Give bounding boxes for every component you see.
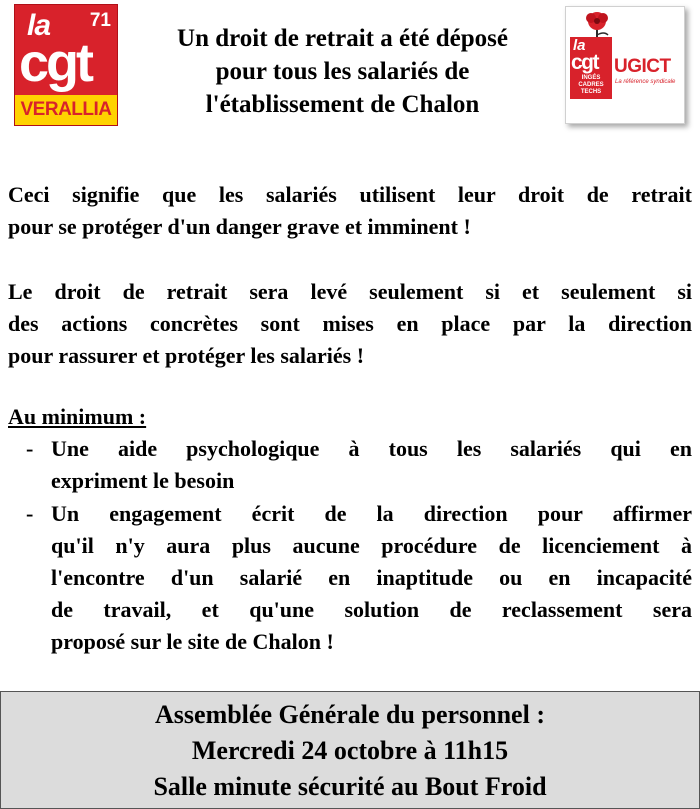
title-line-2: pour tous les salariés de <box>215 58 470 85</box>
minimum-heading: Au minimum : <box>8 404 147 429</box>
paragraph-2-line-1: Le droit de retrait sera levé seulement si et seulement si <box>8 279 692 304</box>
title-line-3: l'établissement de Chalon <box>205 91 480 118</box>
list-item-text <box>51 498 692 658</box>
item-1-line-2: expriment le besoin <box>51 468 235 493</box>
list-dash: - <box>26 436 34 461</box>
logo-cgt-text: cgt <box>19 33 91 93</box>
item-2-line-3: l'encontre d'un salarié en inaptitude ou en incapacité <box>51 565 692 590</box>
item-2-line-4: de travail, et qu'une solution de reclassement sera <box>51 597 692 622</box>
item-2-line-2: qu'il n'y aura plus aucune procédure de licenciement à <box>51 533 692 558</box>
paragraph-2-line-2: des actions concrètes sont mises en place par la direction <box>8 311 692 336</box>
logo-department-number: 71 <box>89 10 111 31</box>
list-item-text <box>51 433 692 497</box>
ugict-tagline: La référence syndicale <box>615 79 676 85</box>
paragraph-1-line-1: Ceci signifie que les salariés utilisent leur droit de retrait <box>8 182 692 207</box>
cgt-ugict-logo <box>565 6 685 124</box>
ugict-sub-text <box>572 75 610 96</box>
paragraph-meaning <box>8 179 692 243</box>
ugict-name: UGICT <box>614 56 671 77</box>
footer-line-1: Assemblée Générale du personnel : <box>155 700 545 729</box>
footer-line-3: Salle minute sécurité au Bout Froid <box>153 772 547 801</box>
meeting-announcement-box <box>0 691 700 809</box>
ugict-cgt-text: cgt <box>571 51 598 74</box>
paragraph-1-line-2: pour se protéger d'un danger grave et imminent ! <box>8 214 471 239</box>
ugict-sub-line-3: TECHS <box>580 89 602 95</box>
item-1-line-1: Une aide psychologique à tous les salariés qui en <box>51 436 692 461</box>
ugict-la-text: la <box>573 37 586 54</box>
list-item <box>26 433 692 497</box>
footer-line-2: Mercredi 24 octobre à 11h15 <box>191 736 509 765</box>
paragraph-conditions <box>8 276 692 372</box>
ugict-sub-line-1: INGÉS <box>581 75 601 81</box>
page-title <box>125 22 560 121</box>
title-line-1: Un droit de retrait a été déposé <box>177 25 508 52</box>
ugict-sub-line-2: CADRES <box>578 82 604 88</box>
cgt-verallia-logo <box>14 4 118 126</box>
item-2-line-1: Un engagement écrit de la direction pour affirmer <box>51 501 692 526</box>
item-2-line-5: proposé sur le site de Chalon ! <box>51 629 334 654</box>
list-dash: - <box>26 501 34 526</box>
list-item <box>26 498 692 658</box>
paragraph-2-line-3: pour rassurer et protéger les salariés ! <box>8 343 365 368</box>
logo-la-text: la <box>27 9 51 42</box>
logo-verallia-band: VERALLIA <box>15 95 117 125</box>
